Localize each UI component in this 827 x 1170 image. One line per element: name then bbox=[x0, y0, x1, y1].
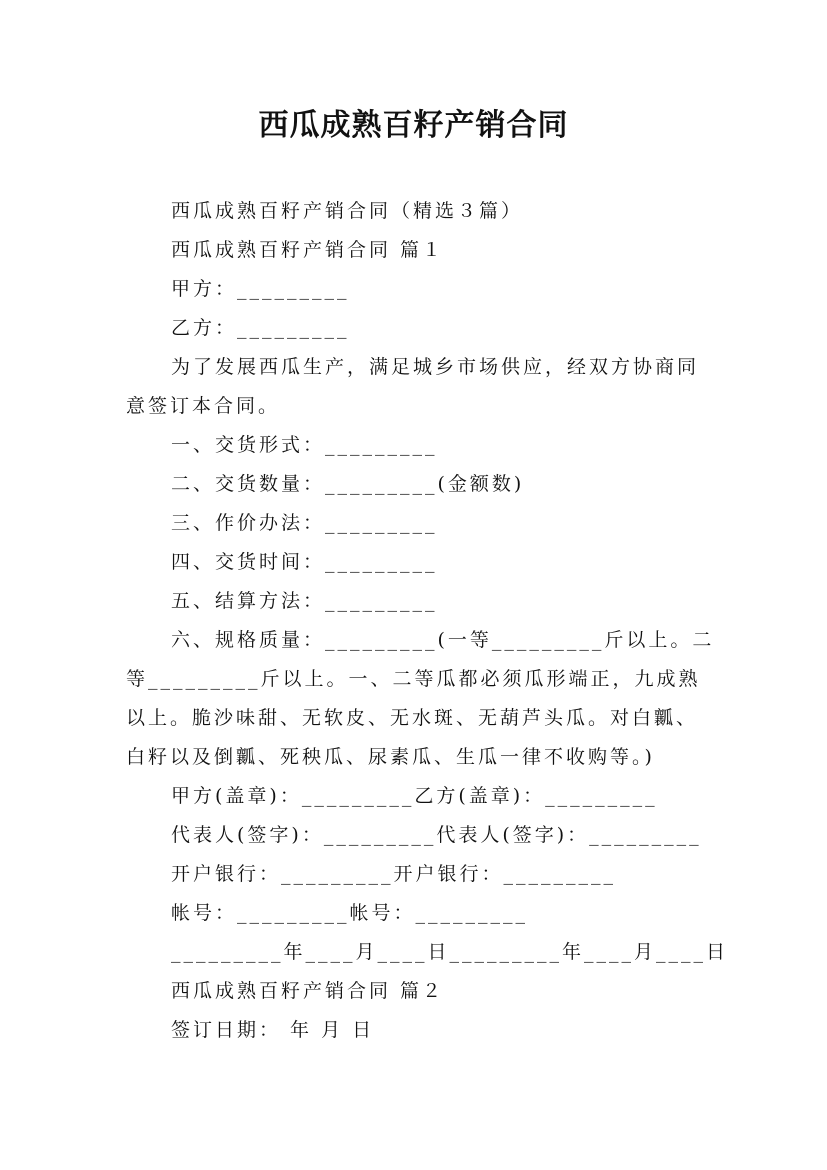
text-line: 代表人(签字)：_________代表人(签字)：_________ bbox=[171, 824, 702, 846]
text-line: 开户银行：_________开户银行：_________ bbox=[171, 863, 617, 885]
text-line: 等_________斤以上。一、二等瓜都必须瓜形端正，九成熟 bbox=[126, 668, 701, 690]
text-line: _________年____月____日_________年____月____日 bbox=[171, 941, 729, 963]
text-line: 甲方：_________ bbox=[171, 278, 350, 300]
text-line: 意签订本合同。 bbox=[126, 395, 281, 417]
text-line: 六、规格质量：_________(一等_________斤以上。二 bbox=[171, 629, 715, 651]
text-line: 三、作价办法：_________ bbox=[171, 512, 438, 534]
text-line: 一、交货形式：_________ bbox=[171, 434, 438, 456]
text-line: 乙方：_________ bbox=[171, 317, 350, 339]
text-line: 白籽以及倒瓤、死秧瓜、尿素瓜、生瓜一律不收购等。) bbox=[126, 746, 655, 768]
text-line: 五、结算方法：_________ bbox=[171, 590, 438, 612]
text-line: 甲方(盖章)：_________乙方(盖章)：_________ bbox=[171, 785, 658, 807]
text-line: 四、交货时间：_________ bbox=[171, 551, 438, 573]
text-line: 二、交货数量：_________(金额数) bbox=[171, 473, 525, 495]
text-line: 帐号：_________帐号：_________ bbox=[171, 902, 529, 924]
text-line: 为了发展西瓜生产，满足城乡市场供应，经双方协商同 bbox=[171, 356, 700, 378]
document-title: 西瓜成熟百籽产销合同 bbox=[258, 108, 569, 143]
text-line: 签订日期： 年 月 日 bbox=[171, 1019, 375, 1041]
text-line: 西瓜成熟百籽产销合同（精选３篇） bbox=[171, 200, 524, 222]
text-line: 以上。脆沙味甜、无软皮、无水斑、无葫芦头瓜。对白瓤、 bbox=[126, 707, 699, 729]
text-line: 西瓜成熟百籽产销合同 篇２ bbox=[171, 980, 445, 1002]
text-line: 西瓜成熟百籽产销合同 篇１ bbox=[171, 239, 445, 261]
